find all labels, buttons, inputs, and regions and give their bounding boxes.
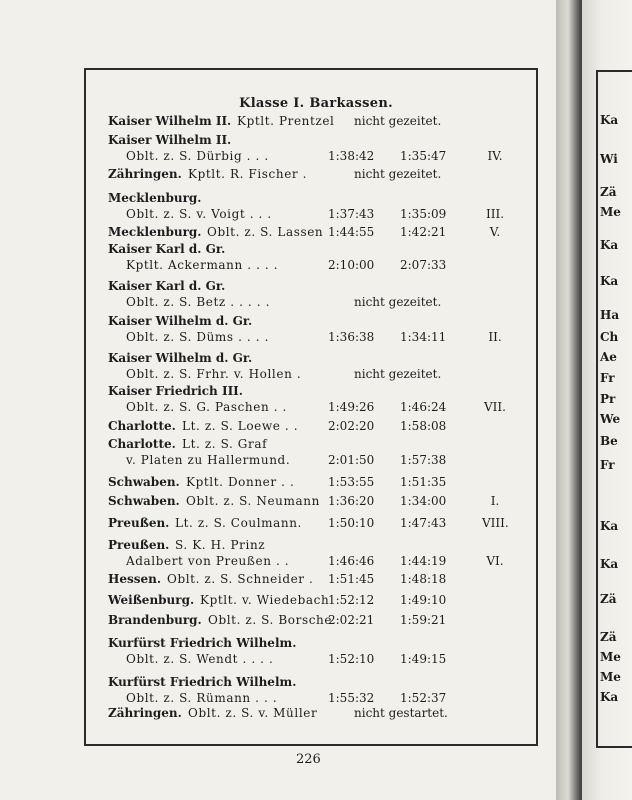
result-entry [0,474,560,490]
right-page-fragment: Me [600,670,621,684]
right-page-fragment: Wi [600,152,618,166]
result-entry [0,166,560,182]
ship-name: Preußen. [108,538,170,552]
corrected-time: 1:51:35 [400,475,447,489]
result-entry-detail [0,399,560,415]
result-entry-detail [0,329,560,345]
result-entry-detail [0,651,560,667]
result-entry [0,612,560,628]
elapsed-time: 2:02:21 [328,613,375,627]
right-page-fragment: Ka [600,113,619,127]
captain-name: Lt. z. S. Coulmann. [175,516,302,530]
ship-name: Zähringen. [108,167,182,181]
ship-name: Weißenburg. [108,593,195,607]
ship-name: Charlotte. [108,437,176,451]
corrected-time: 1:44:19 [400,554,447,568]
placing: IV. [487,149,503,163]
elapsed-time: 2:10:00 [328,258,375,272]
right-page-fragment: Ka [600,274,619,288]
placing: III. [485,207,505,221]
elapsed-time: 1:37:43 [328,207,375,221]
elapsed-time: 1:49:26 [328,400,375,414]
ship-name: Kaiser Wilhelm II. [108,133,232,147]
ship-name: Kaiser Karl d. Gr. [108,242,226,256]
right-page-frame [596,70,632,748]
result-note: nicht gezeitet. [354,167,442,181]
result-entry [0,493,560,509]
captain-name: Oblt. z. S. Schneider . [167,572,314,586]
right-page-fragment: Ha [600,308,620,322]
result-note: nicht gezeitet. [354,114,442,128]
result-entry [0,190,560,206]
result-entry [0,436,560,452]
captain-name: Oblt. z. S. G. Paschen . . [126,400,287,414]
result-entry-detail [0,690,560,706]
ship-name: Zähringen. [108,706,182,720]
right-page-fragment: Me [600,205,621,219]
captain-name: Oblt. z. S. v. Müller [188,706,318,720]
ship-name: Charlotte. [108,419,176,433]
captain-name: Oblt. z. S. Betz . . . . . [126,295,270,309]
result-entry [0,537,560,553]
corrected-time: 1:34:00 [400,494,447,508]
corrected-time: 1:35:09 [400,207,447,221]
ship-name: Kurfürst Friedrich Wilhelm. [108,636,297,650]
elapsed-time: 1:36:38 [328,330,375,344]
captain-name-continued: v. Platen zu Hallermund. [126,453,291,467]
result-entry [0,241,560,257]
result-entry-detail [0,294,560,310]
captain-name: Oblt. z. S. Wendt . . . . [126,652,274,666]
ship-name: Schwaben. [108,494,180,508]
elapsed-time: 1:51:45 [328,572,375,586]
captain-name: S. K. H. Prinz [175,538,266,552]
corrected-time: 1:48:18 [400,572,447,586]
result-entry-detail [0,148,560,164]
corrected-time: 1:47:43 [400,516,447,530]
captain-name: Kptlt. Donner . . [186,475,295,489]
right-page-fragment: Fr [600,458,615,472]
corrected-time: 1:59:21 [400,613,447,627]
placing: VII. [484,400,506,414]
corrected-time: 1:49:15 [400,652,447,666]
result-entry-detail [0,366,560,382]
right-page-fragment: Ka [600,557,619,571]
result-entry [0,224,560,240]
ship-name: Preußen. [108,516,170,530]
ship-name: Hessen. [108,572,162,586]
captain-name: Oblt. z. S. Borsche [208,613,333,627]
captain-name: Oblt. z. S. Düms . . . . [126,330,269,344]
right-page-fragment: Ka [600,238,619,252]
right-page-fragment: Zä [600,592,617,606]
ship-name: Kaiser Karl d. Gr. [108,279,226,293]
result-entry-detail [0,206,560,222]
ship-name: Kaiser Wilhelm d. Gr. [108,314,253,328]
captain-name: Oblt. z. S. v. Voigt . . . [126,207,272,221]
elapsed-time: 2:02:20 [328,419,375,433]
elapsed-time: 1:53:55 [328,475,375,489]
corrected-time: 1:42:21 [400,225,447,239]
page-number: 226 [296,752,321,767]
ship-name: Kurfürst Friedrich Wilhelm. [108,675,297,689]
placing: VIII. [482,516,509,530]
captain-name: Kptlt. R. Fischer . [188,167,308,181]
elapsed-time: 1:36:20 [328,494,375,508]
corrected-time: 1:35:47 [400,149,447,163]
ship-name: Brandenburg. [108,613,202,627]
table-title: Klasse I. Barkassen. [239,96,393,111]
captain-name: Kptlt. Prentzel [237,114,335,128]
placing: VI. [486,554,504,568]
result-entry [0,113,560,129]
result-entry-detail [0,452,560,468]
captain-name: Lt. z. S. Graf [182,437,268,451]
captain-name: Kptlt. v. Wiedebach [200,593,330,607]
result-entry [0,571,560,587]
result-entry-detail [0,553,560,569]
elapsed-time: 1:50:10 [328,516,375,530]
result-entry [0,313,560,329]
right-page-fragment: Ch [600,330,619,344]
right-page-fragment: Zä [600,630,617,644]
corrected-time: 1:46:24 [400,400,447,414]
right-page-fragment: Zä [600,185,617,199]
ship-name: Kaiser Wilhelm II. [108,114,232,128]
result-entry [0,278,560,294]
elapsed-time: 2:01:50 [328,453,375,467]
corrected-time: 1:57:38 [400,453,447,467]
captain-name: Kptlt. Ackermann . . . . [126,258,279,272]
placing: II. [488,330,502,344]
elapsed-time: 1:52:10 [328,652,375,666]
ship-name: Kaiser Wilhelm d. Gr. [108,351,253,365]
captain-name-continued: Adalbert von Preußen . . [126,554,290,568]
captain-name: Lt. z. S. Loewe . . [182,419,299,433]
result-note: nicht gezeitet. [354,295,442,309]
corrected-time: 1:49:10 [400,593,447,607]
corrected-time: 1:58:08 [400,419,447,433]
elapsed-time: 1:38:42 [328,149,375,163]
right-page-fragment: Me [600,650,621,664]
placing: I. [490,494,500,508]
captain-name: Oblt. z. S. Rümann . . . [126,691,278,705]
captain-name: Oblt. z. S. Neumann [186,494,320,508]
result-note: nicht gezeitet. [354,367,442,381]
result-entry [0,350,560,366]
right-page-fragment: Pr [600,392,616,406]
result-entry [0,132,560,148]
ship-name: Kaiser Friedrich III. [108,384,243,398]
result-entry [0,515,560,531]
elapsed-time: 1:46:46 [328,554,375,568]
right-page-fragment: Fr [600,371,615,385]
elapsed-time: 1:52:12 [328,593,375,607]
corrected-time: 1:34:11 [400,330,447,344]
result-entry [0,383,560,399]
result-entry [0,674,560,690]
result-entry-detail [0,257,560,273]
right-page-fragment: Ae [600,350,617,364]
right-page-fragment: Ka [600,690,619,704]
corrected-time: 2:07:33 [400,258,447,272]
right-page-fragment: Be [600,434,618,448]
elapsed-time: 1:55:32 [328,691,375,705]
right-page-fragment: We [600,412,621,426]
ship-name: Mecklenburg. [108,225,202,239]
elapsed-time: 1:44:55 [328,225,375,239]
ship-name: Mecklenburg. [108,191,202,205]
right-page-fragment: Ka [600,519,619,533]
captain-name: Oblt. z. S. Frhr. v. Hollen . [126,367,302,381]
ship-name: Schwaben. [108,475,180,489]
captain-name: Oblt. z. S. Dürbig . . . [126,149,269,163]
placing: V. [489,225,501,239]
result-entry [0,592,560,608]
result-note: nicht gestartet. [354,706,448,720]
result-entry [0,418,560,434]
result-entry [0,705,560,721]
result-entry [0,635,560,651]
captain-name: Oblt. z. S. Lassen [207,225,324,239]
corrected-time: 1:52:37 [400,691,447,705]
